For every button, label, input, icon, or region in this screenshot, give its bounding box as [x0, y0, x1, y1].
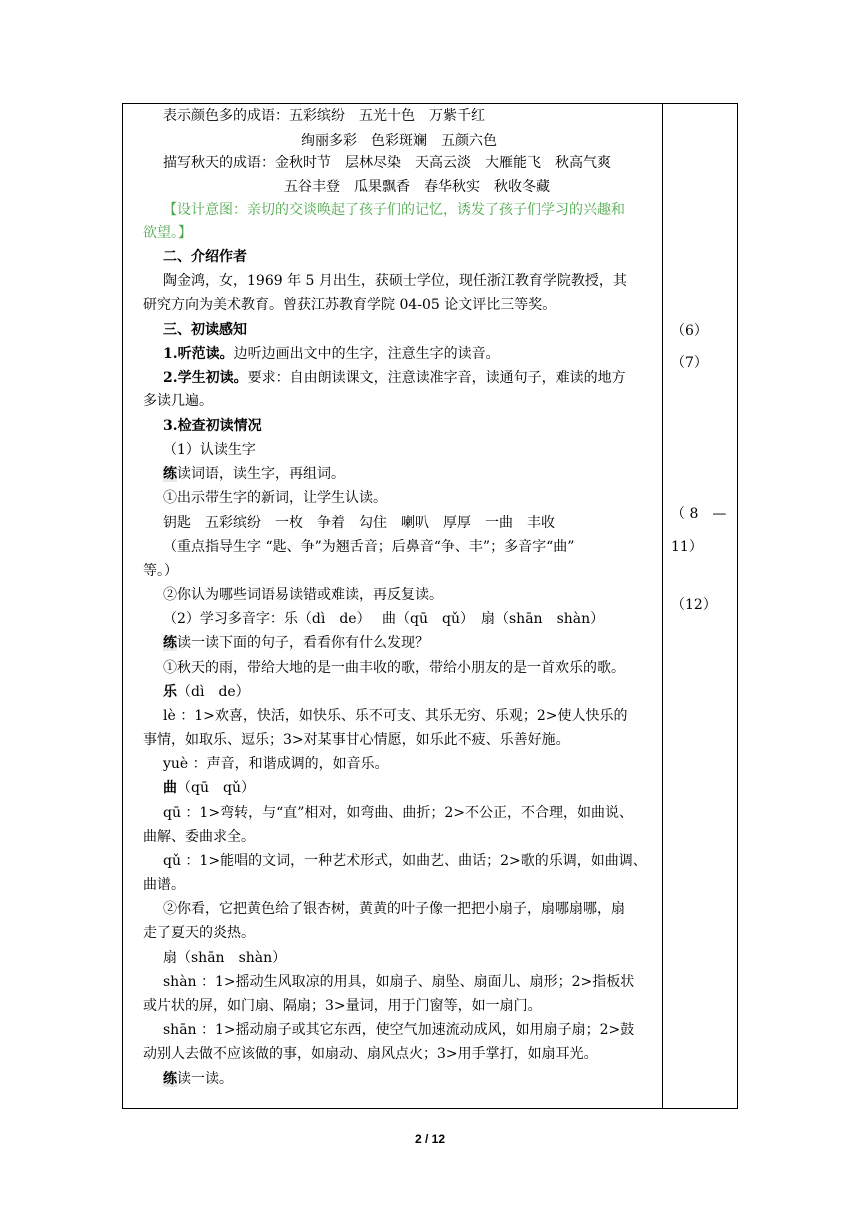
- lesson-table: [122, 103, 738, 1109]
- side-note: （12）: [671, 597, 717, 613]
- text-line: 研究方向为美术教育。曾获江苏教育学院 04-05 论文评比三等奖。: [143, 297, 557, 313]
- practice-mark: 练: [163, 466, 177, 482]
- text-line: 陶金鸿，女，1969 年 5 月出生，获硕士学位，现任浙江教育学院教授，其: [163, 273, 627, 289]
- text-line: qū ：1>弯转，与“直”相对，如弯曲、曲折；2>不公正，不合理，如曲说、: [163, 805, 634, 821]
- text-line: [163, 634, 429, 652]
- text-line: （1）认读生字: [163, 442, 256, 458]
- text-line: 动别人去做不应该做的事，如扇动、扇风点火；3>用手掌打，如扇耳光。: [143, 1046, 598, 1062]
- column-divider: [662, 104, 663, 1108]
- text-line: 走了夏天的炎热。: [143, 925, 255, 941]
- text-line: 多读几遍。: [143, 393, 213, 409]
- text-line: ①秋天的雨，带给大地的是一曲丰收的歌，带给小朋友的是一首欢乐的歌。: [163, 660, 625, 676]
- side-note: 11）: [671, 539, 703, 555]
- heteronym-char: 曲: [163, 780, 177, 796]
- side-note: （7）: [671, 355, 708, 371]
- text-line: 五谷丰登 瓜果飘香 春华秋实 秋收冬藏: [284, 179, 550, 195]
- text-line: 事情，如取乐、逗乐；3>对某事甘心情愿，如乐此不疲、乐善好施。: [143, 732, 570, 748]
- text-line: ②你认为哪些词语易读错或难读，再反复读。: [163, 587, 443, 603]
- text-line: ②你看，它把黄色给了银杏树，黄黄的叶子像一把把小扇子，扇哪扇哪，扇: [163, 901, 625, 917]
- text-line: 曲解、委曲求全。: [143, 829, 255, 845]
- text-line: （重点指导生字 “匙、争”为翘舌音；后鼻音“争、丰”；多音字“曲”: [163, 539, 575, 555]
- step-text: 边听边画出文中的生字，注意生字的读音。: [233, 346, 500, 362]
- heteronym-pinyin: （dì de）: [177, 684, 250, 700]
- text-line: [163, 369, 626, 387]
- step-label: 1.听范读。: [163, 346, 234, 362]
- practice-text: 读一读下面的句子，看看你有什么发现？: [177, 635, 429, 651]
- text-line: qǔ ：1>能唱的文词，一种艺术形式，如曲艺、曲话；2>歌的乐调，如曲调、: [163, 853, 647, 869]
- text-line: 曲谱。: [143, 877, 185, 893]
- text-line: [163, 465, 345, 483]
- text-line: shàn ：1>摇动生风取凉的用具，如扇子、扇坠、扇面儿、扇形；2>指板状: [163, 974, 635, 990]
- practice-mark: 练: [163, 635, 177, 651]
- text-line: 绚丽多彩 色彩斑斓 五颜六色: [301, 133, 497, 149]
- side-note: （6）: [671, 323, 708, 339]
- design-intent-note: 【设计意图：亲切的交谈唤起了孩子们的记忆，诱发了孩子们学习的兴趣和: [163, 202, 625, 218]
- text-line: lè ：1>欢喜，快活，如快乐、乐不可支、其乐无穷、乐观；2>使人快乐的: [163, 708, 628, 724]
- text-line: ①出示带生字的新词，让学生认读。: [163, 490, 387, 506]
- section-heading: 二、介绍作者: [163, 249, 247, 265]
- page-number: 2 / 12: [414, 1132, 446, 1146]
- text-line: [163, 779, 255, 797]
- text-line: 表示颜色多的成语：五彩缤纷 五光十色 万紫千红: [163, 108, 485, 124]
- text-line: [163, 1070, 233, 1088]
- heteronym-pinyin: （qū qǔ）: [177, 780, 255, 796]
- step-text: 要求：自由朗读课文，注意读准字音，读通句子，难读的地方: [247, 370, 626, 386]
- text-line: yuè ：声音，和谐成调的，如音乐。: [163, 756, 389, 772]
- step-label: 3.检查初读情况: [163, 418, 262, 434]
- side-note: （ 8 —: [671, 506, 727, 522]
- text-line: （2）学习多音字：乐（dì de） 曲（qū qǔ） 扇（shān shàn）: [163, 611, 605, 627]
- design-intent-note: 欲望。】: [143, 225, 192, 241]
- section-heading: 三、初读感知: [163, 322, 247, 338]
- text-line: 等。）: [143, 563, 178, 579]
- text-line: 扇（shān shàn）: [163, 950, 287, 966]
- heteronym-char: 乐: [163, 684, 177, 700]
- practice-text: 读一读。: [177, 1071, 233, 1087]
- step-label: 2.学生初读。: [163, 370, 248, 386]
- practice-text: 读词语，读生字，再组词。: [177, 466, 345, 482]
- text-line: 或片状的屏，如门扇、隔扇；3>量词，用于门窗等，如一扇门。: [143, 998, 542, 1014]
- text-line: shān ：1>摇动扇子或其它东西，使空气加速流动成风，如用扇子扇；2>鼓: [163, 1022, 635, 1038]
- text-line: 描写秋天的成语：金秋时节 层林尽染 天高云淡 大雁能飞 秋高气爽: [163, 155, 611, 171]
- practice-mark: 练: [163, 1071, 177, 1087]
- text-line: 钥匙 五彩缤纷 一枚 争着 勾住 喇叭 厚厚 一曲 丰收: [163, 515, 555, 531]
- text-line: [163, 345, 500, 363]
- text-line: [163, 683, 250, 701]
